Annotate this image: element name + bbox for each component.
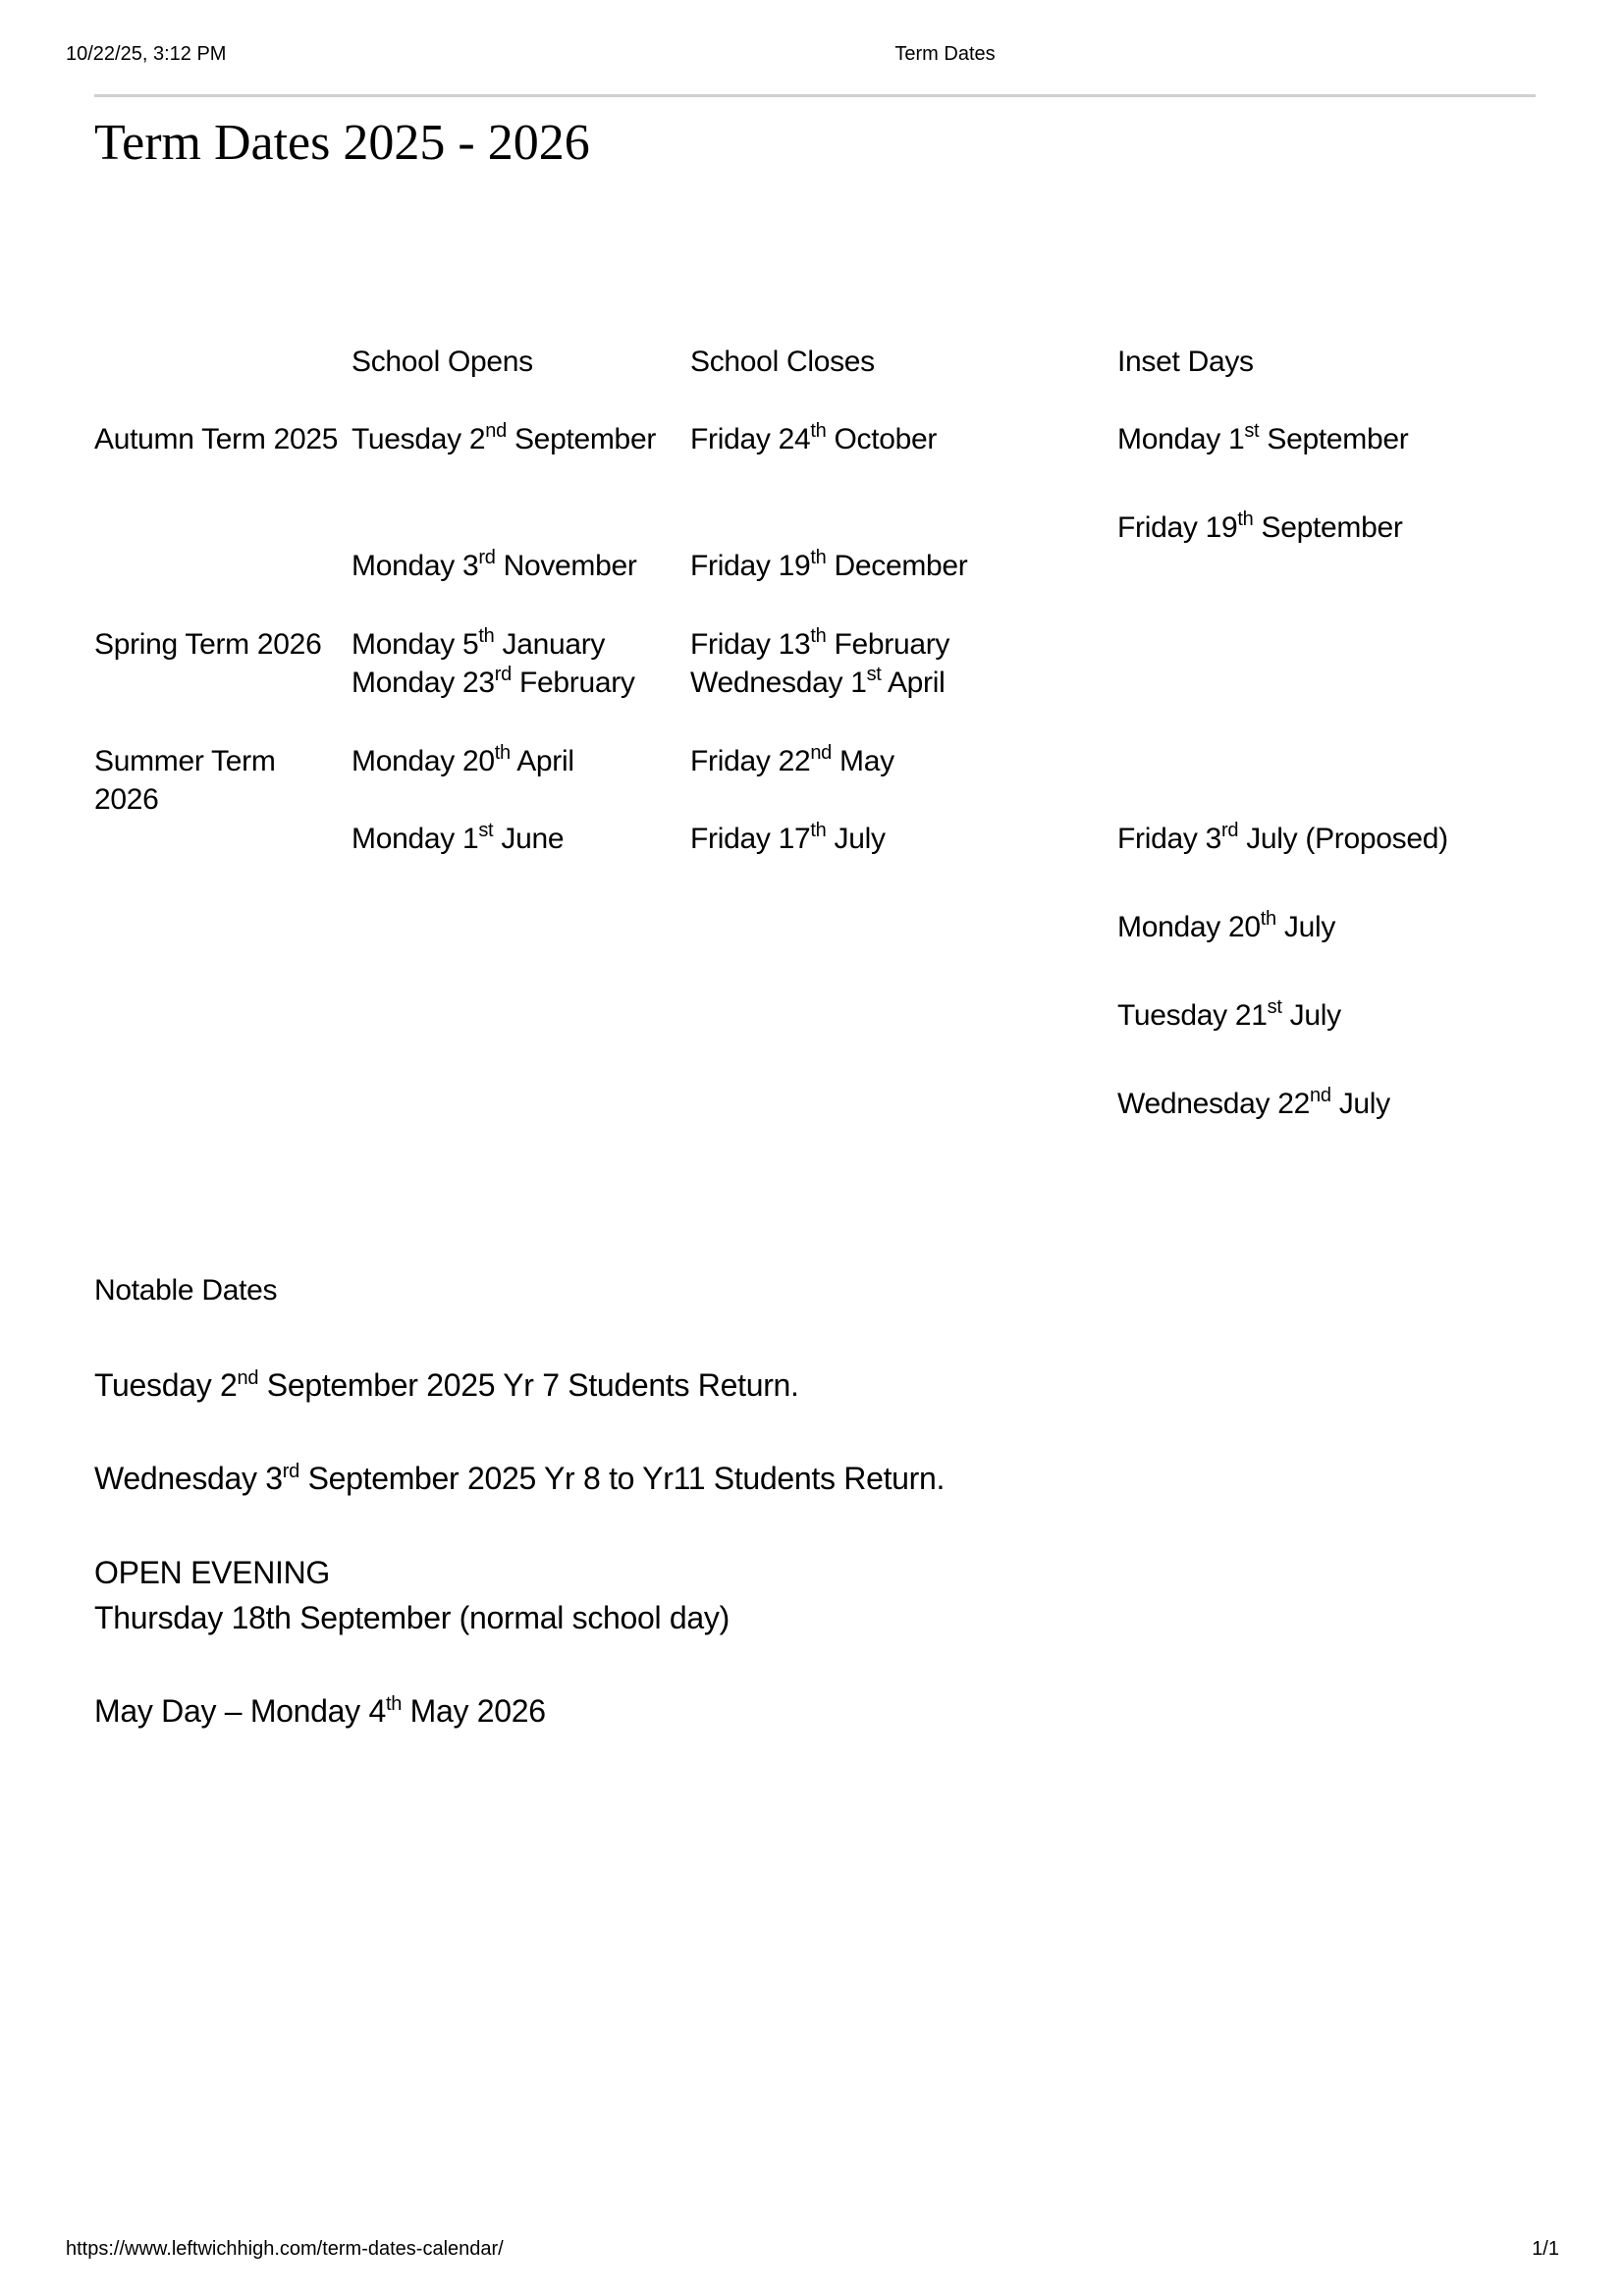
- page-title: Term Dates 2025 - 2026: [94, 115, 590, 171]
- inset-day: Tuesday 21st July: [1117, 996, 1341, 1032]
- term-label-summer-line1: Summer Term: [94, 745, 276, 777]
- opens-date: Monday 20th April: [352, 742, 574, 777]
- inset-day: Monday 20th July: [1117, 908, 1336, 943]
- term-label-spring: Spring Term 2026: [94, 628, 322, 661]
- print-datetime: 10/22/25, 3:12 PM: [66, 43, 227, 65]
- column-header-school-closes: School Closes: [690, 346, 875, 378]
- inset-day: Friday 19th September: [1117, 508, 1403, 544]
- print-footer-url: https://www.leftwichhigh.com/term-dates-calendar/: [66, 2238, 504, 2260]
- closes-date: Friday 22nd May: [690, 742, 894, 777]
- opens-date: Monday 23rd February: [352, 664, 635, 699]
- header-divider: [94, 94, 1536, 97]
- closes-date: Friday 17th July: [690, 820, 886, 855]
- closes-date: Friday 13th February: [690, 625, 950, 661]
- inset-day: Monday 1st September: [1117, 420, 1409, 455]
- opens-date: Monday 1st June: [352, 820, 565, 855]
- print-page-title: Term Dates: [894, 43, 996, 65]
- inset-day: Friday 3rd July (Proposed): [1117, 820, 1448, 855]
- opens-date: Monday 5th January: [352, 625, 606, 661]
- closes-date: Friday 19th December: [690, 547, 968, 582]
- notable-date-item: Wednesday 3rd September 2025 Yr 8 to Yr11 Students Return.: [94, 1461, 946, 1496]
- term-label-autumn: Autumn Term 2025: [94, 423, 339, 455]
- notable-date-item: Tuesday 2nd September 2025 Yr 7 Students Return.: [94, 1367, 799, 1403]
- notable-date-item: May Day – Monday 4th May 2026: [94, 1693, 546, 1729]
- inset-day: Wednesday 22nd July: [1117, 1085, 1390, 1120]
- closes-date: Wednesday 1st April: [690, 664, 946, 699]
- closes-date: Friday 24th October: [690, 420, 938, 455]
- opens-date: Tuesday 2nd September: [352, 420, 657, 455]
- column-header-inset-days: Inset Days: [1117, 346, 1254, 378]
- opens-date: Monday 3rd November: [352, 547, 637, 582]
- open-evening-label: OPEN EVENING: [94, 1555, 331, 1590]
- column-header-school-opens: School Opens: [352, 346, 533, 378]
- notable-dates-heading: Notable Dates: [94, 1274, 278, 1307]
- print-page-count: 1/1: [1532, 2238, 1559, 2260]
- term-label-summer-line2: 2026: [94, 783, 159, 816]
- open-evening-date: Thursday 18th September (normal school day): [94, 1600, 730, 1635]
